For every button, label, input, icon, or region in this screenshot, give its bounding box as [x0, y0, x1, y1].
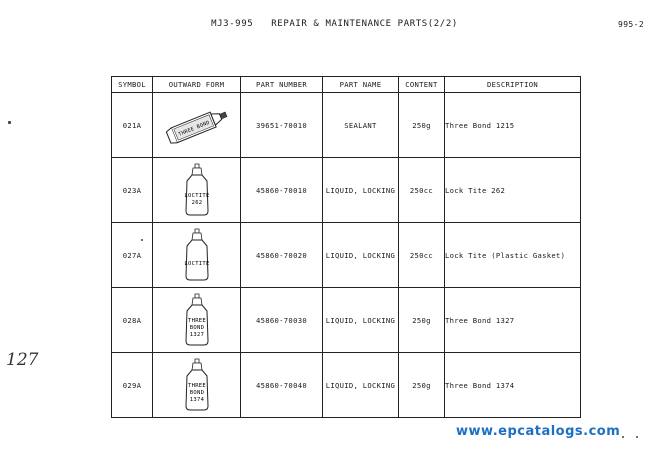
bottle-icon	[180, 163, 214, 217]
bottle-icon	[180, 293, 214, 347]
content-cell: 250cc	[399, 158, 445, 223]
table-row	[112, 223, 581, 288]
parts-table	[111, 76, 581, 418]
description-cell: Three Bond 1327	[445, 288, 581, 353]
column-header-part-number: PART NUMBER	[241, 77, 323, 93]
content-cell: 250g	[399, 353, 445, 418]
part-number-cell: 45860-70040	[241, 353, 323, 418]
tube-icon	[162, 102, 232, 148]
outward-form-cell	[153, 223, 241, 288]
table-row	[112, 93, 581, 158]
watermark-link[interactable]: www.epcatalogs.com	[456, 424, 621, 439]
part-name-cell: LIQUID, LOCKING	[323, 223, 399, 288]
part-number-cell: 45860-70020	[241, 223, 323, 288]
outward-form-cell	[153, 158, 241, 223]
outward-form-cell	[153, 93, 241, 158]
part-number-cell: 45860-70010	[241, 158, 323, 223]
outward-form-cell	[153, 353, 241, 418]
page-number: 995-2	[618, 20, 645, 29]
symbol-cell: 029A	[112, 353, 153, 418]
bottle-label-sub: 262	[191, 200, 202, 206]
bottle-label: 1327	[189, 332, 204, 338]
bottle-label: THREE	[187, 318, 206, 324]
description-cell: Lock Tite 262	[445, 158, 581, 223]
content-cell: 250cc	[399, 223, 445, 288]
content-cell: 250g	[399, 288, 445, 353]
table-header-row	[112, 77, 581, 93]
scan-speck	[8, 121, 11, 124]
column-header-description: DESCRIPTION	[445, 77, 581, 93]
table-row	[112, 288, 581, 353]
table-row	[112, 158, 581, 223]
bottle-label: THREE	[187, 383, 206, 389]
scan-speck	[141, 239, 143, 241]
symbol-cell: 028A	[112, 288, 153, 353]
part-name-cell: SEALANT	[323, 93, 399, 158]
part-name-cell: LIQUID, LOCKING	[323, 288, 399, 353]
scan-speck	[636, 436, 638, 438]
bottle-label: 1374	[189, 397, 204, 403]
bottle-icon	[180, 358, 214, 412]
description-cell: Lock Tite (Plastic Gasket)	[445, 223, 581, 288]
margin-handwritten-note: 127	[6, 350, 39, 370]
symbol-cell: 027A	[112, 223, 153, 288]
symbol-cell: 021A	[112, 93, 153, 158]
part-name-cell: LIQUID, LOCKING	[323, 353, 399, 418]
column-header-part-name: PART NAME	[323, 77, 399, 93]
column-header-outward-form: OUTWARD FORM	[153, 77, 241, 93]
description-cell: Three Bond 1215	[445, 93, 581, 158]
description-cell: Three Bond 1374	[445, 353, 581, 418]
bottle-label: BOND	[189, 325, 204, 331]
symbol-cell: 023A	[112, 158, 153, 223]
bottle-label: LOCTITE	[183, 261, 210, 267]
table-row	[112, 353, 581, 418]
part-number-cell: 39651-70010	[241, 93, 323, 158]
tube-label: THREE BOND	[177, 119, 211, 138]
outward-form-cell	[153, 288, 241, 353]
part-name-cell: LIQUID, LOCKING	[323, 158, 399, 223]
scan-speck	[622, 436, 624, 438]
bottle-label: BOND	[189, 390, 204, 396]
content-cell: 250g	[399, 93, 445, 158]
bottle-label: LOCTITE	[183, 193, 210, 199]
column-header-content: CONTENT	[399, 77, 445, 93]
bottle-icon	[180, 228, 214, 282]
part-number-cell: 45860-70030	[241, 288, 323, 353]
column-header-symbol: SYMBOL	[112, 77, 153, 93]
page-title: MJ3-995 REPAIR & MAINTENANCE PARTS(2/2)	[211, 19, 458, 29]
